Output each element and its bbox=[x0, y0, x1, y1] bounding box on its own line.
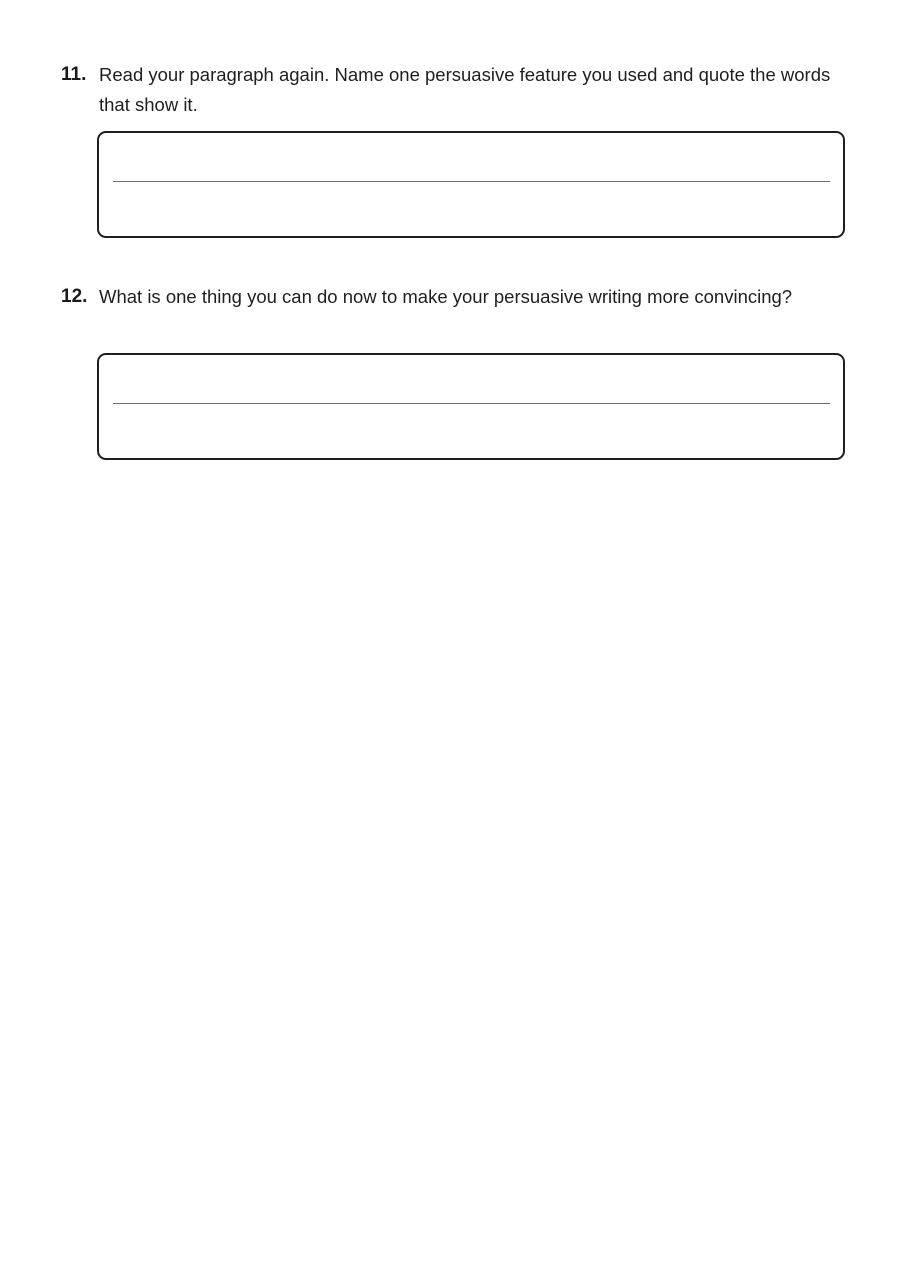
question-number: 12. bbox=[61, 286, 88, 307]
writing-line bbox=[113, 181, 830, 182]
answer-box-11[interactable] bbox=[97, 131, 845, 238]
writing-line bbox=[113, 403, 830, 404]
question-text: What is one thing you can do now to make your persuasive writing more convincing? bbox=[99, 286, 793, 307]
question-text: Read your paragraph again. Name one persuasive feature you used and quote the words that show it. bbox=[99, 64, 831, 115]
question-number: 11. bbox=[61, 64, 87, 85]
answer-box-12[interactable] bbox=[97, 353, 845, 460]
